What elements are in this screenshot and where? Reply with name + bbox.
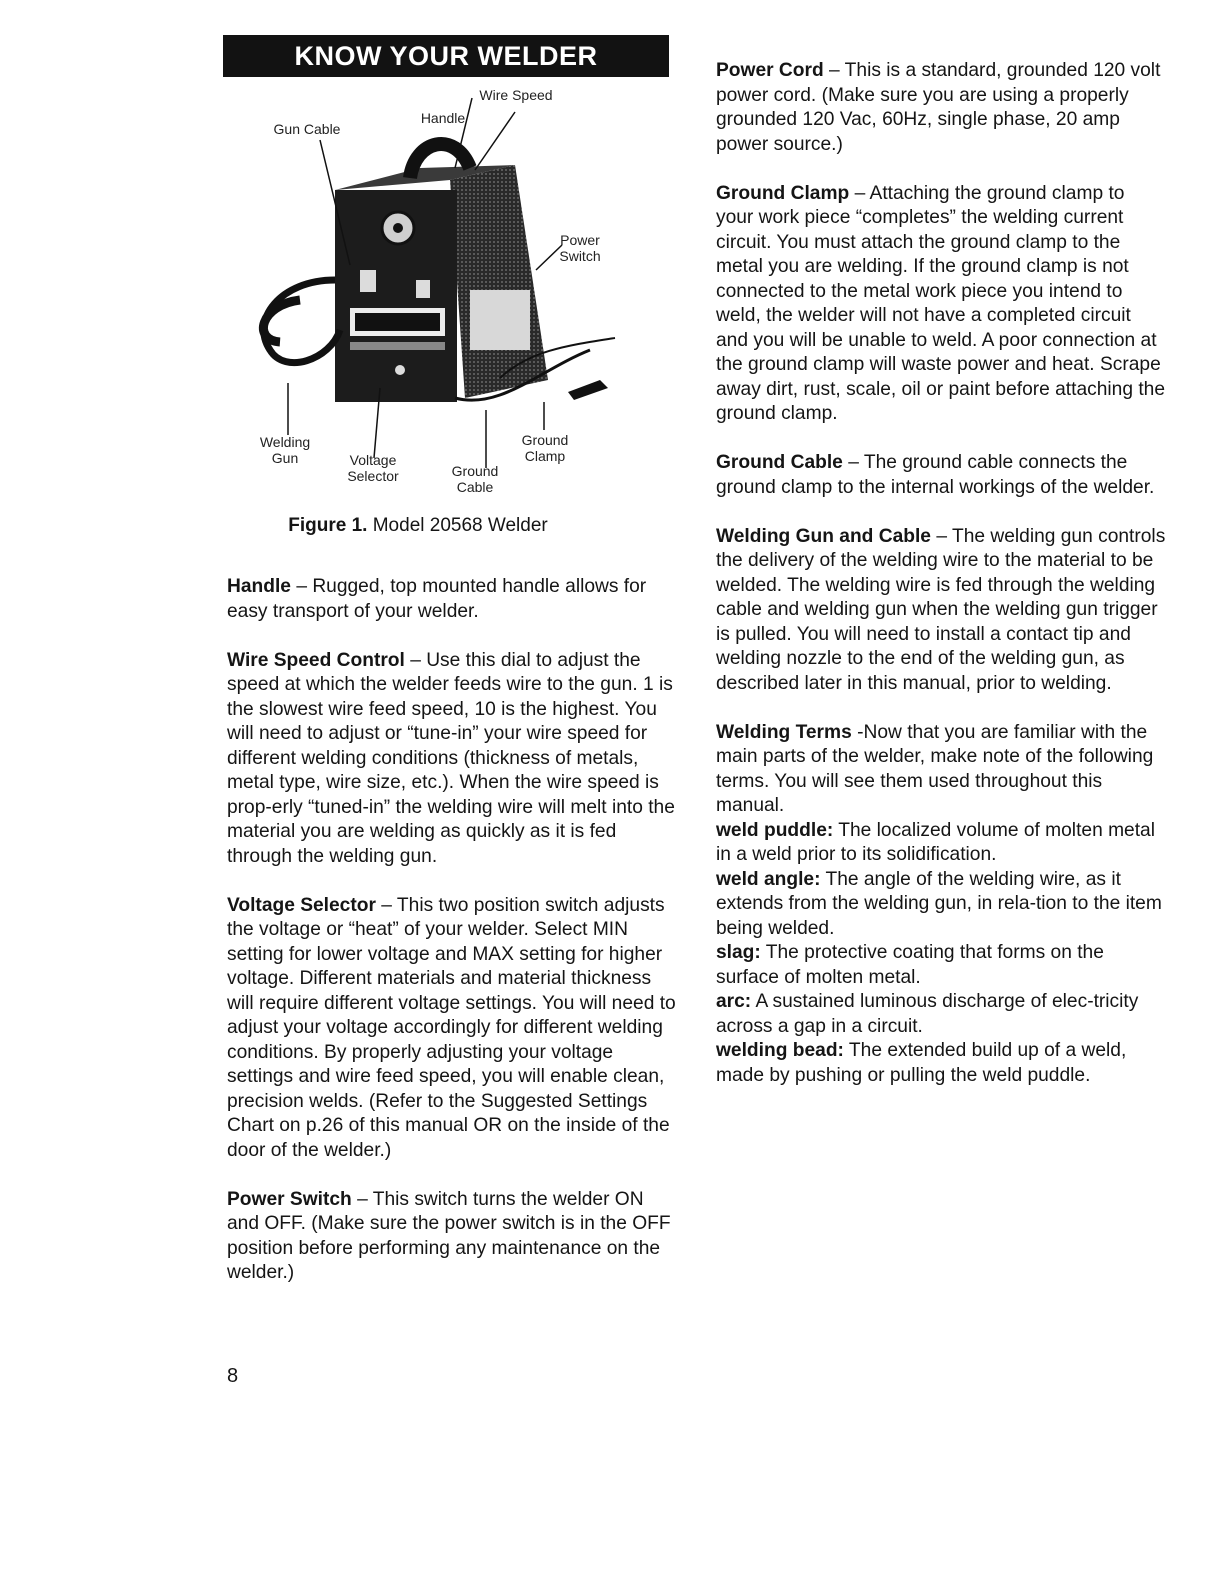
figure-caption	[240, 515, 596, 537]
welding-gun-cable-paragraph	[716, 525, 1166, 697]
definition-text: The protective coating that forms on the surface of molten metal.	[716, 942, 1104, 988]
welding-gun-cable-term: Welding Gun and Cable	[716, 525, 931, 547]
handle-paragraph	[227, 575, 677, 624]
section-title-banner: KNOW YOUR WELDER	[223, 35, 669, 77]
welding-terms-text: -Now that you are familiar with the main parts of the welder, make note of the following terms. You will see them used throughout this manual.	[716, 721, 1154, 816]
left-column	[227, 575, 677, 1310]
model-strip	[350, 342, 445, 350]
wire-speed-text: – Use this dial to adjust the speed at which the welder feeds wire to the gun. 1 is the slowest wire feed speed, 10 is the highest. You will need to adjust or “tune-in” your wire speed for different welding conditions (thickness of metals, metal type, wire size, etc.). When the wire speed is prop-erly “tuned-in” the welding wire will melt into the material you are welding as quickly as it is fed through the welding gun.	[227, 649, 675, 867]
page-number: 8	[227, 1365, 239, 1387]
welder-figure	[240, 80, 640, 505]
callout-power-switch: Power Switch	[559, 232, 601, 264]
callout-voltage-selector: Voltage Selector	[347, 452, 399, 484]
definition-term: slag:	[716, 942, 761, 963]
power-switch-text: – This switch turns the welder ON and OFF. (Make sure the power switch is in the OFF position before performing any maintenance on the welder.)	[227, 1188, 671, 1283]
definition-weld-angle	[716, 868, 1166, 942]
gun-cable-coil	[264, 280, 340, 363]
welding-gun-cable-text: – The welding gun controls the delivery of the welding wire to the material to be welded. The welding wire is fed through the welding cable and welding gun when the welding gun trigger is pulled. You will need to install a contact tip and welding nozzle to the end of the welding gun, as described later in this manual, prior to welding.	[716, 525, 1166, 694]
definition-text: The angle of the welding wire, as it extends from the welding gun, in rela-tion to the item being welded.	[716, 868, 1162, 939]
power-cord-term: Power Cord	[716, 60, 824, 81]
callout-gun-cable: Gun Cable	[273, 121, 341, 137]
ground-clamp	[568, 380, 608, 400]
power-cord-text: – This is a standard, grounded 120 volt power cord. (Make sure you are using a properly grounded 120 Vac, 60Hz, single phase, 20 amp power source.)	[716, 60, 1161, 155]
door-label	[470, 290, 530, 350]
definition-slag	[716, 941, 1166, 990]
right-column	[716, 59, 1166, 1088]
welder-side-panel	[450, 165, 548, 398]
leader-wire-speed	[475, 112, 515, 170]
definition-text: A sustained luminous discharge of elec-tricity across a gap in a circuit.	[716, 991, 1139, 1037]
voltage-selector-term: Voltage Selector	[227, 894, 376, 916]
callout-ground-cable: Ground Cable	[451, 463, 499, 495]
definition-weld-puddle	[716, 819, 1166, 868]
voltage-selector-paragraph	[227, 894, 677, 1164]
power-switch-term: Power Switch	[227, 1188, 352, 1210]
figure-caption-text: Model 20568 Welder	[367, 515, 548, 536]
ground-cable-term: Ground Cable	[716, 452, 843, 473]
power-switch-box	[416, 280, 430, 298]
ground-clamp-text: – Attaching the ground clamp to your work piece “completes” the welding current circuit. You must attach the ground clamp to the metal you are welding. If the ground clamp is not connected to the metal work piece you intend to weld, the welder will not have a completed circuit and you will be unable to weld. A poor connection at the ground clamp will waste power and heat. Scrape away dirt, rust, scale, oil or paint before attaching the ground clamp.	[716, 182, 1166, 424]
callout-handle: Handle	[420, 110, 466, 126]
definition-term: weld puddle:	[716, 819, 834, 841]
callout-ground-clamp: Ground Clamp	[521, 432, 569, 464]
callout-wire-speed: Wire Speed	[479, 87, 553, 103]
definition-arc	[716, 990, 1166, 1039]
dial-center	[393, 223, 403, 233]
definition-welding-bead	[716, 1039, 1166, 1088]
handle-text: – Rugged, top mounted handle allows for easy transport of your welder.	[227, 576, 647, 622]
welding-terms-paragraph	[716, 721, 1166, 819]
wire-speed-paragraph	[227, 649, 677, 870]
welding-terms-term: Welding Terms	[716, 721, 852, 743]
gun-outlet	[395, 365, 405, 375]
definition-term: arc:	[716, 991, 752, 1012]
power-switch-paragraph	[227, 1188, 677, 1286]
power-cord-paragraph	[716, 59, 1166, 157]
definition-text: The extended build up of a weld, made by pushing or pulling the weld puddle.	[716, 1040, 1127, 1086]
voltage-switch	[360, 270, 376, 292]
ground-clamp-paragraph	[716, 182, 1166, 427]
wire-speed-term: Wire Speed Control	[227, 649, 405, 671]
definition-text: The localized volume of molten metal in a weld prior to its solidification.	[716, 819, 1155, 865]
callout-welding-gun: Welding Gun	[259, 434, 311, 466]
voltage-selector-text: – This two position switch adjusts the voltage or “heat” of your welder. Select MIN setting for lower voltage and MAX setting for higher voltage. Different materials and material thickness will require different voltage settings. You will need to adjust your voltage accordingly for different welding conditions. By properly adjusting your voltage settings and wire feed speed, you will enable clean, precision welds. (Refer to the Suggested Settings Chart on p.26 of this manual OR on the inside of the door of the welder.)	[227, 894, 676, 1161]
figure-caption-label: Figure 1.	[288, 515, 368, 536]
brand-label-inner	[355, 313, 440, 331]
ground-cable-paragraph	[716, 451, 1166, 500]
ground-clamp-term: Ground Clamp	[716, 182, 850, 204]
definition-term: weld angle:	[716, 868, 821, 890]
handle-term: Handle	[227, 576, 291, 597]
definition-term: welding bead:	[716, 1040, 844, 1061]
ground-cable-text: – The ground cable connects the ground clamp to the internal workings of the welder.	[716, 452, 1155, 498]
